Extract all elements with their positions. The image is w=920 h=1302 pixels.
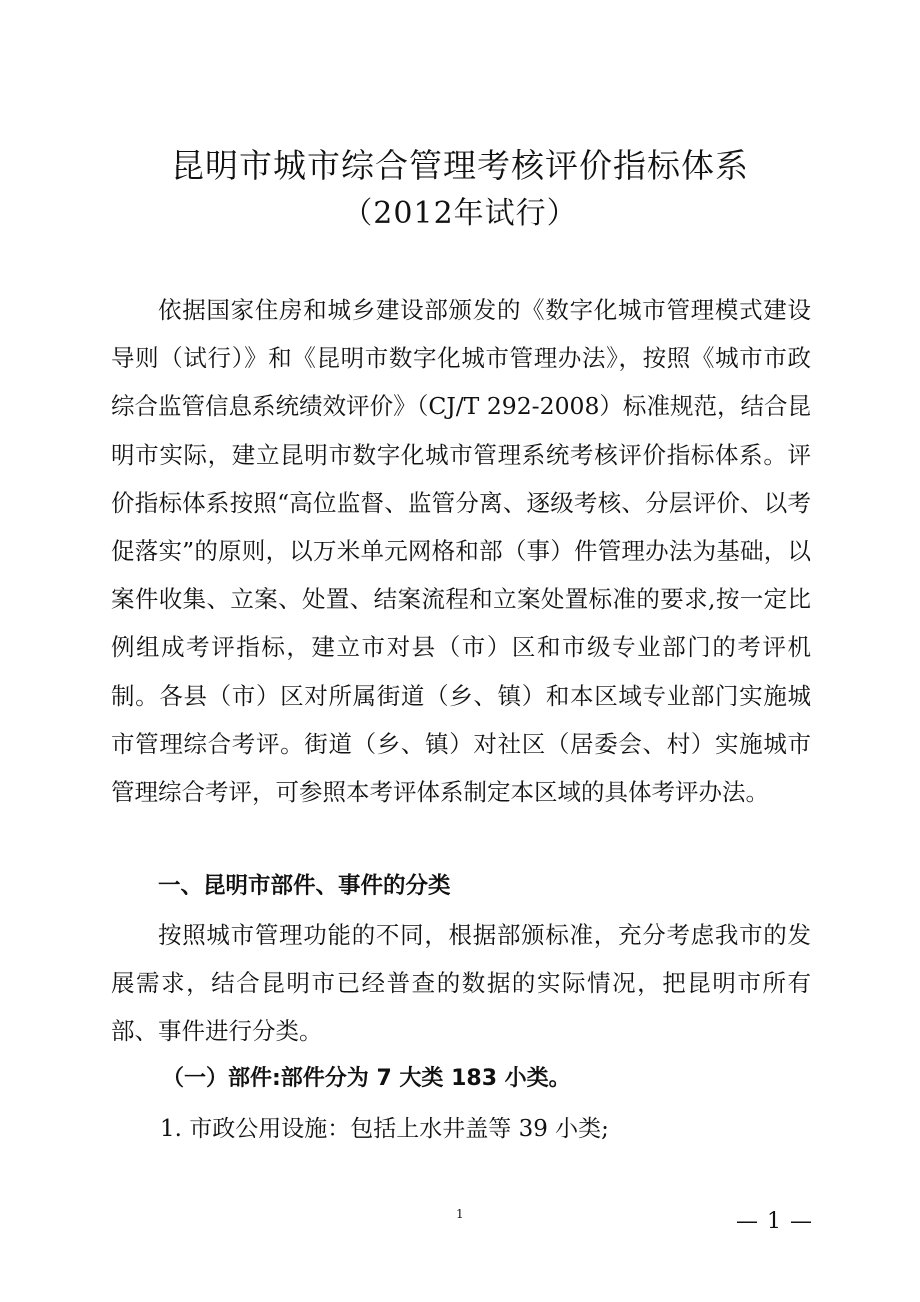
document-subtitle: （2012年试行） [342, 196, 578, 231]
intro-paragraph: 依据国家住房和城乡建设部颁发的《数字化城市管理模式建设导则（试行）》和《昆明市数字化城市管理办法》，按照《城市市政综合监管信息系统绩效评价》（CJ/T 292-2008）标准规范，结合昆明市实际，建立昆明市数字化城市管理系统考核评价指标体系。评价指标体系按照“高位监督、监管分离、逐级考核、分层评价、以考促落实”的原则，以万米单元网格和部（事）件管理办法为基础，以案件收集、立案、处置、结案流程和立案处置标准的要求,按一定比例组成考评指标，建立市对县（市）区和市级专业部门的考评机制。各县（市）区对所属街道（乡、镇）和本区域专业部门实施城市管理综合考评。街道（乡、镇）对社区（居委会、村）实施城市管理综合考评，可参照本考评体系制定本区域的具体考评办法。 [111, 296, 811, 807]
document-title: 昆明市城市综合管理考核评价指标体系 [171, 146, 749, 185]
footnote-number: 1 [456, 1207, 464, 1221]
list-item-municipal-facilities: 1. 市政公用设施：包括上水井盖等 39 小类; [160, 1116, 609, 1142]
page-number: — 1 — [736, 1209, 813, 1234]
classification-paragraph: 按照城市管理功能的不同，根据部颁标准，充分考虑我市的发展需求，结合昆明市已经普查的数据的实际情况，把昆明市所有部、事件进行分类。 [111, 921, 811, 1046]
section-heading-classification: 一、昆明市部件、事件的分类 [158, 873, 451, 899]
subsection-heading-components: （一）部件:部件分为 7 大类 183 小类。 [162, 1066, 571, 1091]
